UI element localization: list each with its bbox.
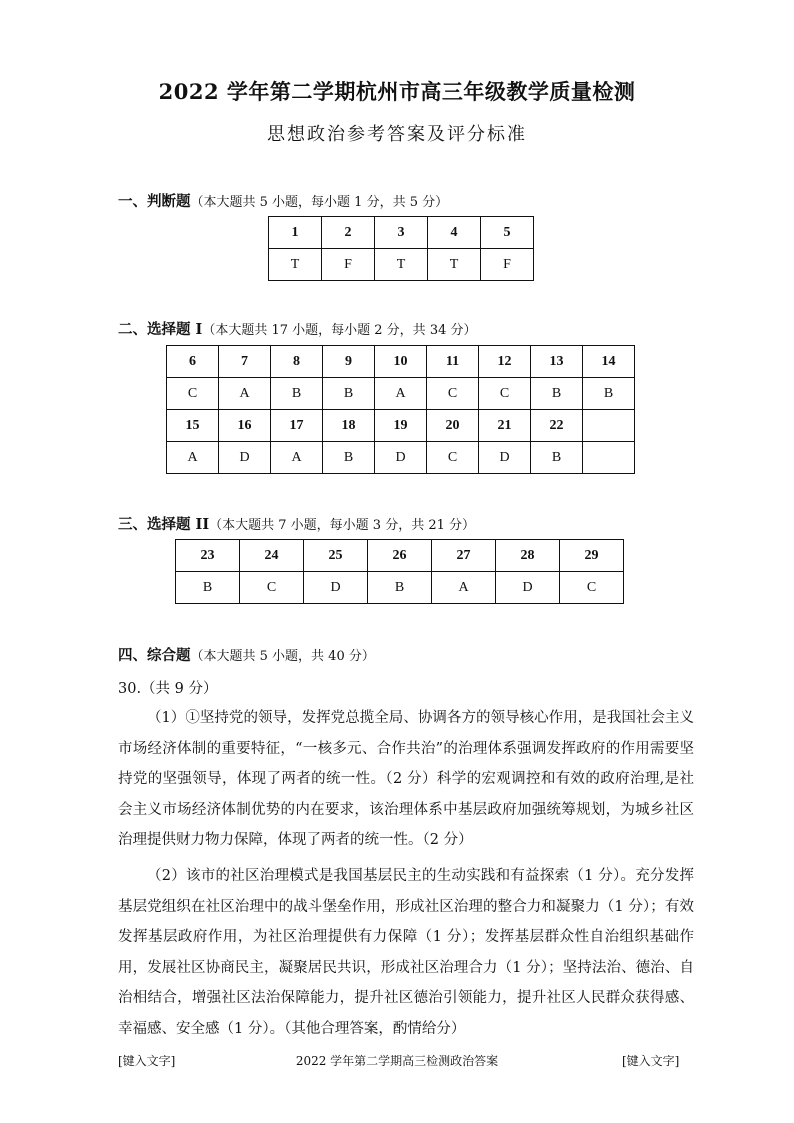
table-row xyxy=(269,217,534,249)
page-title: 2022 学年第二学期杭州市高三年级教学质量检测 xyxy=(158,79,636,104)
question-number: 5 xyxy=(481,217,534,249)
question-number: 28 xyxy=(496,540,560,572)
answer-cell: F xyxy=(481,249,534,281)
answer-cell: D xyxy=(496,572,560,604)
question-number: 21 xyxy=(479,410,531,442)
answer-cell: C xyxy=(479,378,531,410)
question-number: 2 xyxy=(322,217,375,249)
answer-cell: A xyxy=(432,572,496,604)
section1-title: 一、判断题 xyxy=(118,193,191,210)
answer-cell: D xyxy=(219,442,271,474)
question-number: 6 xyxy=(167,346,219,378)
section2-answer-table xyxy=(166,345,635,474)
answer-cell: D xyxy=(479,442,531,474)
answer-cell: A xyxy=(219,378,271,410)
table-row xyxy=(176,572,624,604)
question-number: 29 xyxy=(560,540,624,572)
section4-note: （本大题共 5 小题，共 40 分） xyxy=(190,649,375,664)
question-number: 7 xyxy=(219,346,271,378)
section3-answer-table xyxy=(175,539,624,604)
answer-cell: A xyxy=(167,442,219,474)
answer-cell: C xyxy=(427,378,479,410)
answer-cell: B xyxy=(176,572,240,604)
q30-part2-answer: （2）该市的社区治理模式是我国基层民主的生动实践和有益探索（1 分）。充分发挥基层党组织在社区治理中的战斗堡垒作用，形成社区治理的整合力和凝聚力（1 分）；有效发挥基层政府作用，为社区治理提供有力保障（1 分）；发挥基层群众性自治组织基础作用，发展社区协商民主，凝聚居民共识，形成社区治理合力（1 分）；坚持法治、德治、自治相结合，增强社区法治保障能力，提升社区德治引领能力，提升社区人民群众获得感、幸福感、安全感（1 分）。（其他合理答案，酌情给分） xyxy=(118,868,694,1037)
question-number: 25 xyxy=(304,540,368,572)
table-row xyxy=(167,346,635,378)
section4-heading xyxy=(118,644,375,665)
answer-cell: F xyxy=(322,249,375,281)
question-number: 24 xyxy=(240,540,304,572)
table-row xyxy=(167,378,635,410)
table-row xyxy=(167,442,635,474)
footer-center: 2022 学年第二学期高三检测政治答案 xyxy=(295,1054,499,1068)
section3-note: （本大题共 7 小题，每小题 3 分，共 21 分） xyxy=(209,518,476,533)
answer-cell: B xyxy=(583,378,635,410)
answer-cell: T xyxy=(428,249,481,281)
section3-title: 三、选择题 II xyxy=(118,516,210,533)
question-number: 27 xyxy=(432,540,496,572)
question-number: 1 xyxy=(269,217,322,249)
answer-cell: C xyxy=(560,572,624,604)
answer-cell: A xyxy=(375,378,427,410)
answer-cell: T xyxy=(269,249,322,281)
section4-title: 四、综合题 xyxy=(118,647,191,664)
footer-left: [键入文字] xyxy=(118,1054,176,1068)
question-number: 3 xyxy=(375,217,428,249)
question-number: 23 xyxy=(176,540,240,572)
page-subtitle: 思想政治参考答案及评分标准 xyxy=(267,124,527,145)
question-number: 17 xyxy=(271,410,323,442)
section2-note: （本大题共 17 小题，每小题 2 分，共 34 分） xyxy=(202,323,477,338)
question-number: 14 xyxy=(583,346,635,378)
question-number: 22 xyxy=(531,410,583,442)
empty-cell xyxy=(583,410,635,442)
question-number: 19 xyxy=(375,410,427,442)
section2-heading xyxy=(118,318,477,339)
question-number: 16 xyxy=(219,410,271,442)
section1-answer-table xyxy=(268,216,534,281)
question-number: 8 xyxy=(271,346,323,378)
question-number: 20 xyxy=(427,410,479,442)
question-number: 9 xyxy=(323,346,375,378)
question-number: 18 xyxy=(323,410,375,442)
answer-cell: B xyxy=(531,442,583,474)
q30-part1-answer: （1）①坚持党的领导，发挥党总揽全局、协调各方的领导核心作用，是我国社会主义市场经济体制的重要特征，“一核多元、合作共治”的治理体系强调发挥政府的作用需要坚持党的坚强领导，体现了两者的统一性。（2 分）科学的宏观调控和有效的政府治理,是社会主义市场经济体制优势的内在要求，该治理体系中基层政府加强统筹规划，为城乡社区治理提供财力物力保障，体现了两者的统一性。（2 分） xyxy=(118,710,694,849)
answer-cell: B xyxy=(368,572,432,604)
question-number: 13 xyxy=(531,346,583,378)
section1-heading xyxy=(118,190,448,211)
question-number: 26 xyxy=(368,540,432,572)
table-row xyxy=(269,249,534,281)
question-number: 15 xyxy=(167,410,219,442)
table-row xyxy=(167,410,635,442)
answer-cell: C xyxy=(240,572,304,604)
question-number: 11 xyxy=(427,346,479,378)
section2-title: 二、选择题 I xyxy=(118,321,203,338)
answer-cell: D xyxy=(375,442,427,474)
empty-cell xyxy=(583,442,635,474)
section3-heading xyxy=(118,513,475,534)
answer-cell: B xyxy=(271,378,323,410)
question-30-label: 30.（共 9 分） xyxy=(118,681,218,697)
section1-note: （本大题共 5 小题，每小题 1 分，共 5 分） xyxy=(190,195,449,210)
answer-cell: B xyxy=(323,442,375,474)
footer-right: [键入文字] xyxy=(622,1054,680,1068)
answer-cell: B xyxy=(531,378,583,410)
answer-cell: D xyxy=(304,572,368,604)
answer-cell: A xyxy=(271,442,323,474)
question-number: 12 xyxy=(479,346,531,378)
answer-cell: T xyxy=(375,249,428,281)
table-row xyxy=(176,540,624,572)
question-number: 10 xyxy=(375,346,427,378)
answer-cell: B xyxy=(323,378,375,410)
question-number: 4 xyxy=(428,217,481,249)
answer-cell: C xyxy=(167,378,219,410)
answer-cell: C xyxy=(427,442,479,474)
